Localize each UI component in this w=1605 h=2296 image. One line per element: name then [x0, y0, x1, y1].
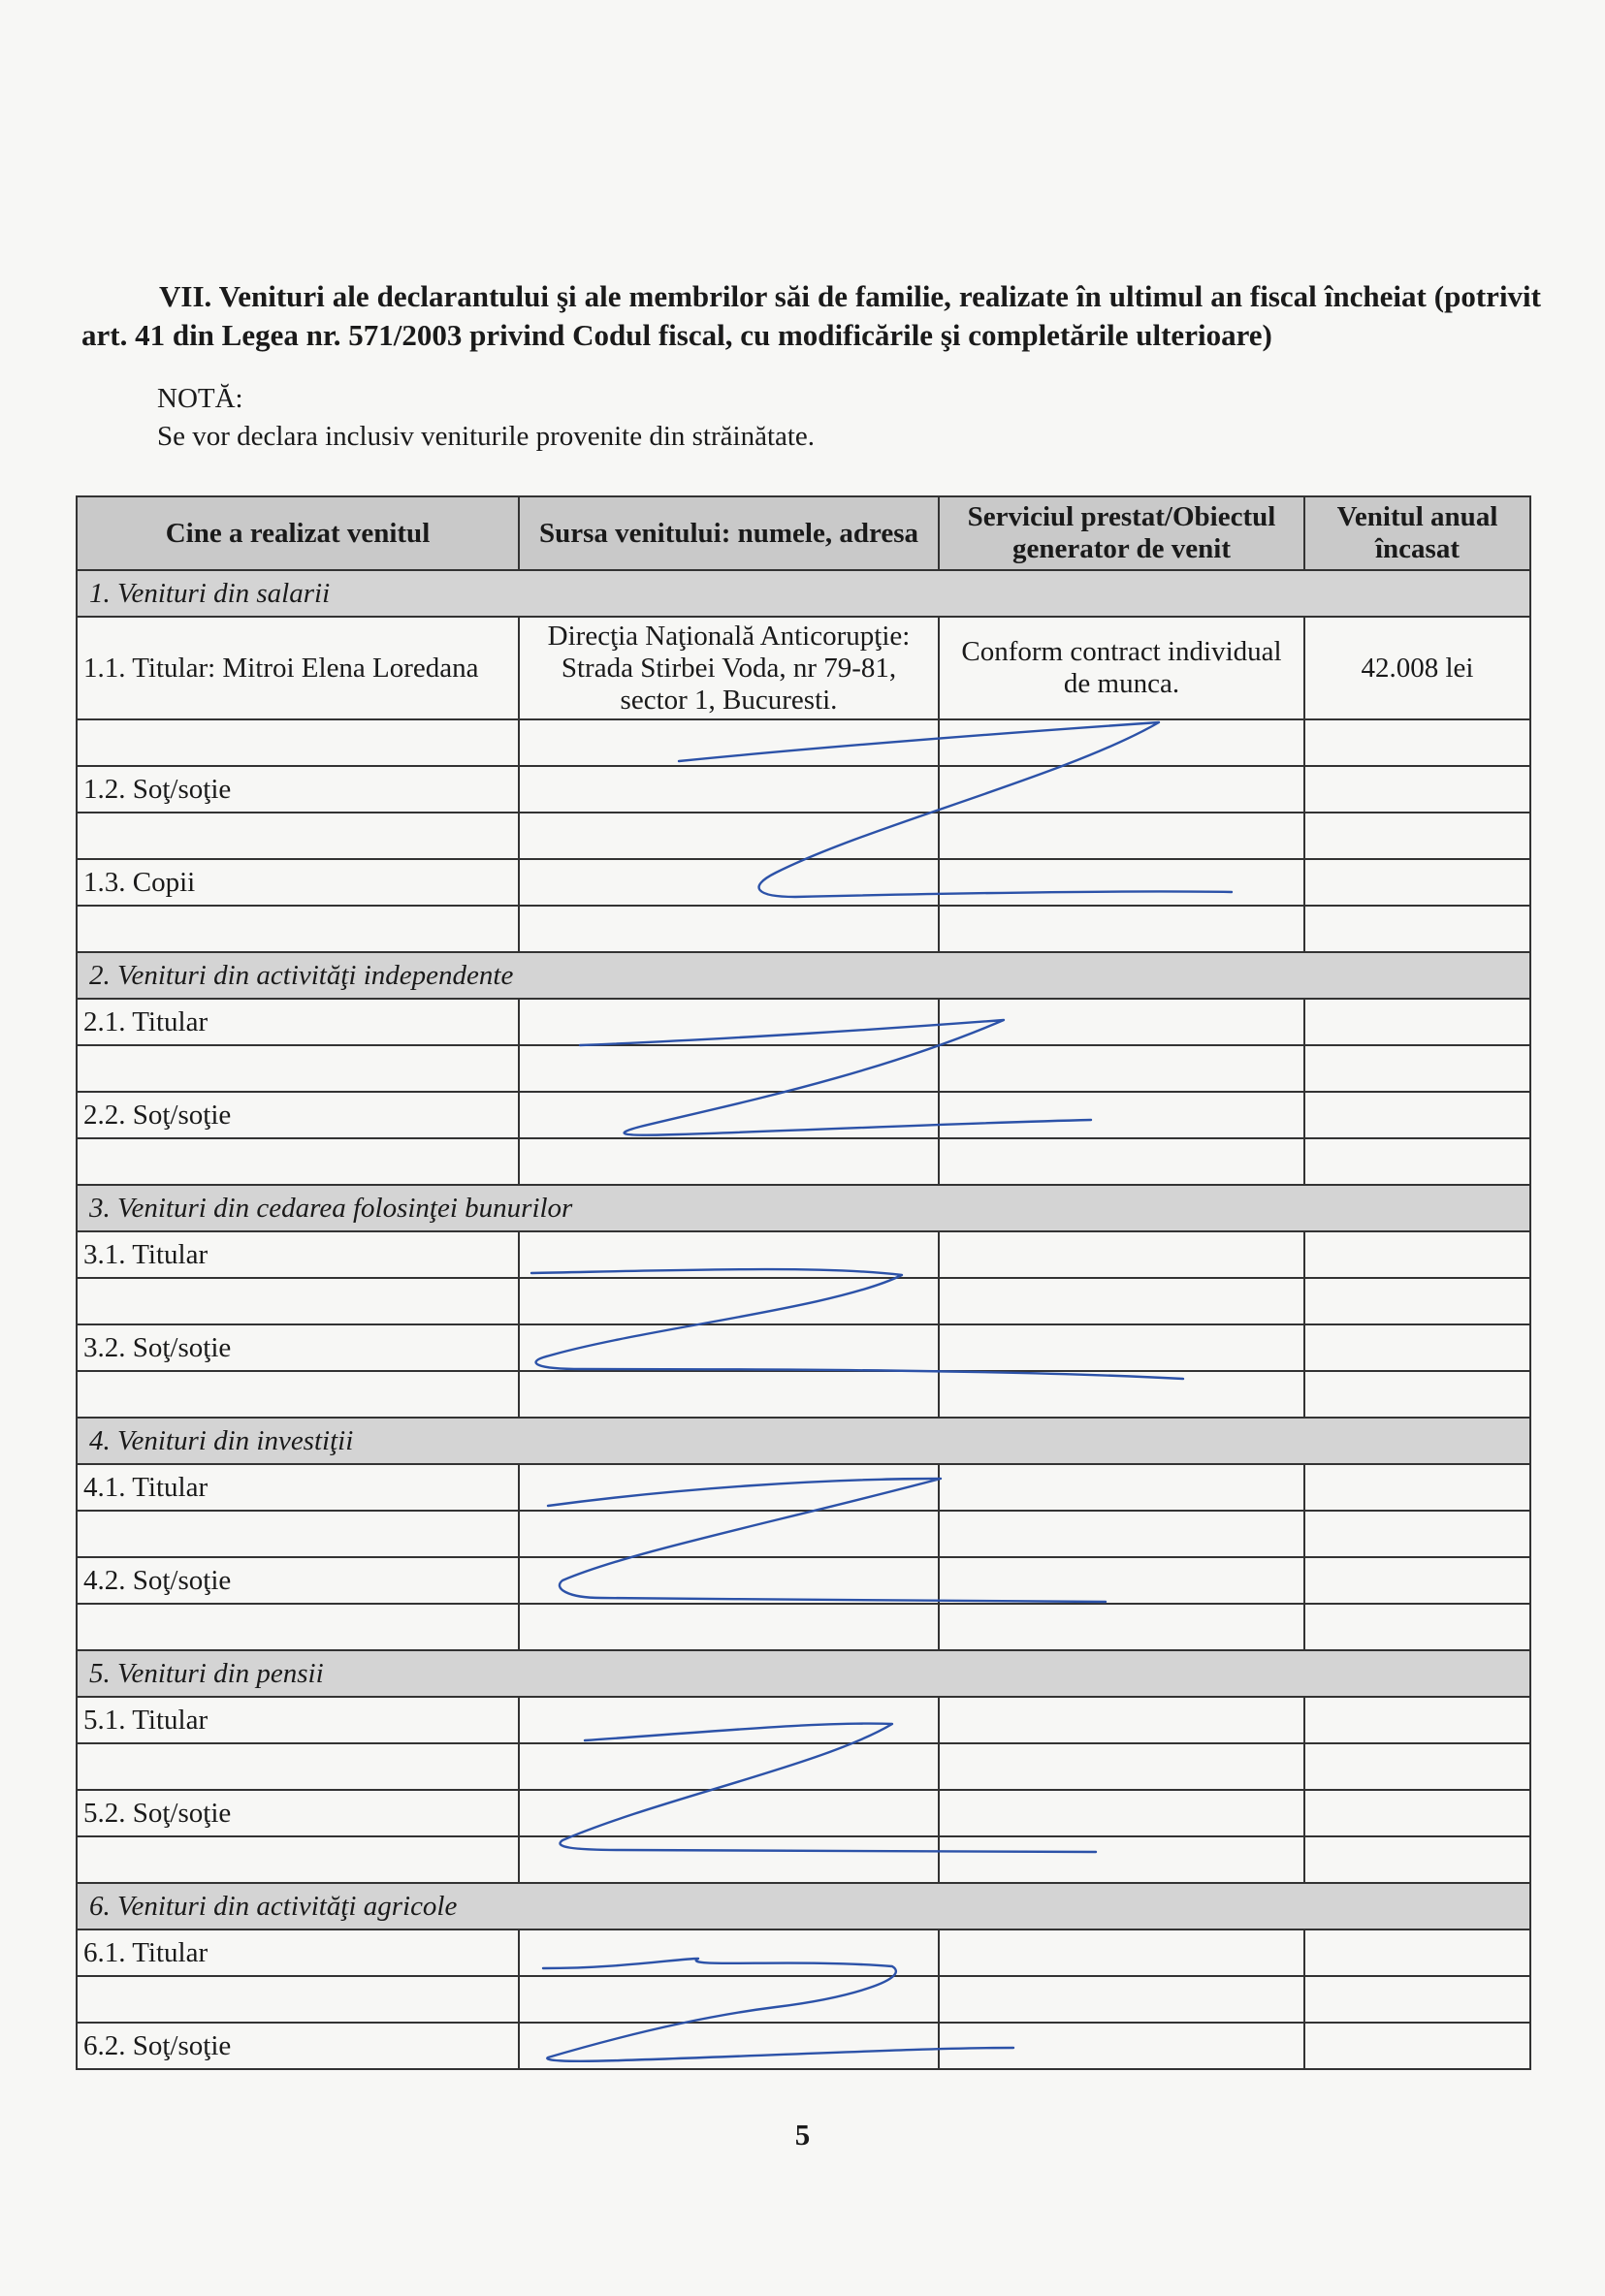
header-service: Serviciul prestat/Obiectul generator de venit — [939, 496, 1304, 570]
row-label: 6.2. Soţ/soţie — [77, 2023, 519, 2069]
section-title: 4. Venituri din investiţii — [77, 1418, 1530, 1464]
row-label: 2.2. Soţ/soţie — [77, 1092, 519, 1138]
empty-cell — [77, 1604, 519, 1650]
cell-source: Direcţia Naţională Anticorupţie: Strada Stirbei Voda, nr 79-81, sector 1, Bucuresti. — [519, 617, 939, 719]
cell-income: 42.008 lei — [1304, 617, 1530, 719]
row-label: 2.1. Titular — [77, 999, 519, 1045]
row-label: 1.2. Soţ/soţie — [77, 766, 519, 813]
header-who: Cine a realizat venitul — [77, 496, 519, 570]
empty-cell — [77, 1045, 519, 1092]
row-label: 4.1. Titular — [77, 1464, 519, 1511]
row-label: 3.2. Soţ/soţie — [77, 1324, 519, 1371]
empty-cell — [77, 813, 519, 859]
note-label: NOTĂ: — [157, 383, 243, 414]
empty-cell — [77, 906, 519, 952]
row-label: 4.2. Soţ/soţie — [77, 1557, 519, 1604]
section-title: 1. Venituri din salarii — [77, 570, 1530, 617]
section-heading: VII. Venituri ale declarantului şi ale membrilor săi de familie, realizate în ultimul an fiscal încheiat (potrivit art. 41 din Legea nr. 571/2003 privind Codul fiscal, cu modificările şi completările ulterioare) — [81, 279, 1541, 352]
header-source: Sursa venitului: numele, adresa — [519, 496, 939, 570]
note-block — [157, 380, 815, 456]
section-title: 6. Venituri din activităţi agricole — [77, 1883, 1530, 1929]
section-title: 3. Venituri din cedarea folosinţei bunurilor — [77, 1185, 1530, 1231]
empty-cell — [77, 1511, 519, 1557]
income-table — [76, 495, 1531, 2070]
note-text: Se vor declara inclusiv veniturile provenite din străinătate. — [157, 421, 816, 452]
header-income: Venitul anual încasat — [1304, 496, 1530, 570]
section-title: 5. Venituri din pensii — [77, 1650, 1530, 1697]
section-title: 2. Venituri din activităţi independente — [77, 952, 1530, 999]
empty-cell — [77, 719, 519, 766]
empty-cell — [77, 1138, 519, 1185]
row-label: 5.1. Titular — [77, 1697, 519, 1743]
page-number: 5 — [794, 2118, 811, 2152]
empty-cell — [77, 1371, 519, 1418]
row-label: 1.3. Copii — [77, 859, 519, 906]
row-label: 6.1. Titular — [77, 1929, 519, 1976]
empty-cell — [77, 1836, 519, 1883]
row-label: 1.1. Titular: Mitroi Elena Loredana — [77, 617, 519, 719]
empty-cell — [77, 1976, 519, 2023]
empty-cell — [77, 1278, 519, 1324]
empty-cell — [77, 1743, 519, 1790]
cell-service: Conform contract individual de munca. — [939, 617, 1304, 719]
row-label: 5.2. Soţ/soţie — [77, 1790, 519, 1836]
row-label: 3.1. Titular — [77, 1231, 519, 1278]
